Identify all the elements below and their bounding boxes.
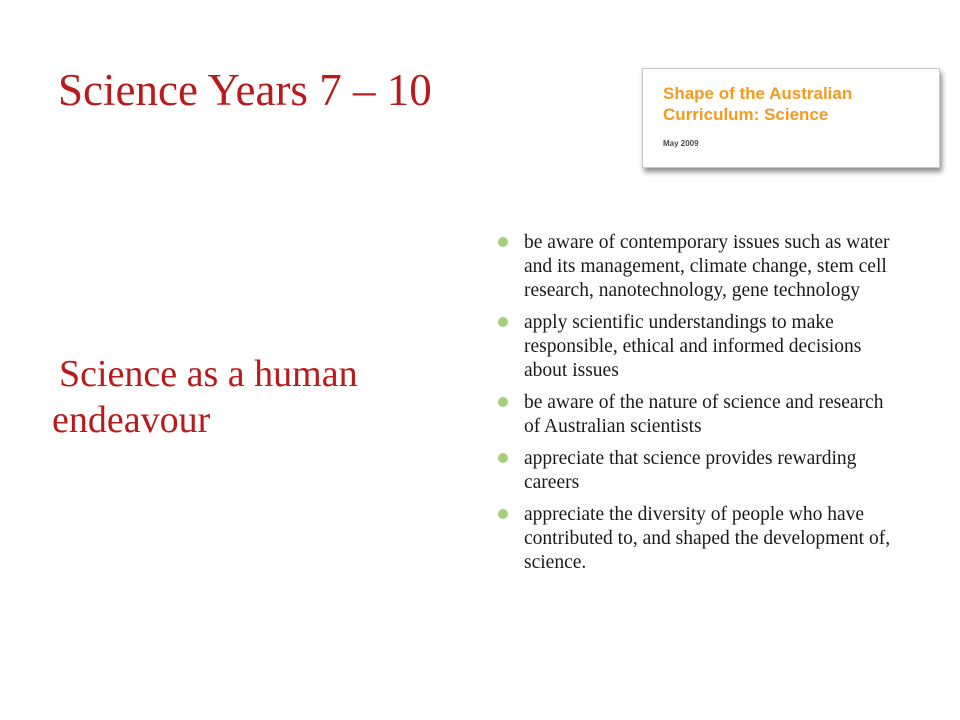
bullet-text: appreciate the diversity of people who have contributed to, and shaped the development of, science.	[524, 504, 891, 573]
section-heading: Science as a human endeavour	[52, 353, 358, 441]
bullet-dot-icon	[498, 317, 508, 327]
bullet-text: be aware of the nature of science and research of Australian scientists	[524, 392, 884, 437]
bullet-item	[496, 311, 896, 383]
bullet-item	[496, 447, 896, 495]
slide-title: Science Years 7 – 10	[58, 65, 432, 115]
bullet-text: be aware of contemporary issues such as water and its management, climate change, stem cell research, nanotechnology, gene technology	[524, 232, 890, 301]
bullet-text: apply scientific understandings to make responsible, ethical and informed decisions about issues	[524, 312, 862, 381]
bullet-list	[496, 231, 896, 583]
bullet-item	[496, 231, 896, 303]
bullet-item	[496, 503, 896, 575]
cover-title: Shape of the Australian Curriculum: Science	[663, 84, 853, 124]
bullet-dot-icon	[498, 509, 508, 519]
bullet-item	[496, 391, 896, 439]
cover-date: May 2009	[663, 139, 699, 148]
document-cover-image	[642, 68, 940, 168]
bullet-dot-icon	[498, 397, 508, 407]
bullet-dot-icon	[498, 237, 508, 247]
bullet-dot-icon	[498, 453, 508, 463]
bullet-text: appreciate that science provides rewarding careers	[524, 448, 857, 493]
